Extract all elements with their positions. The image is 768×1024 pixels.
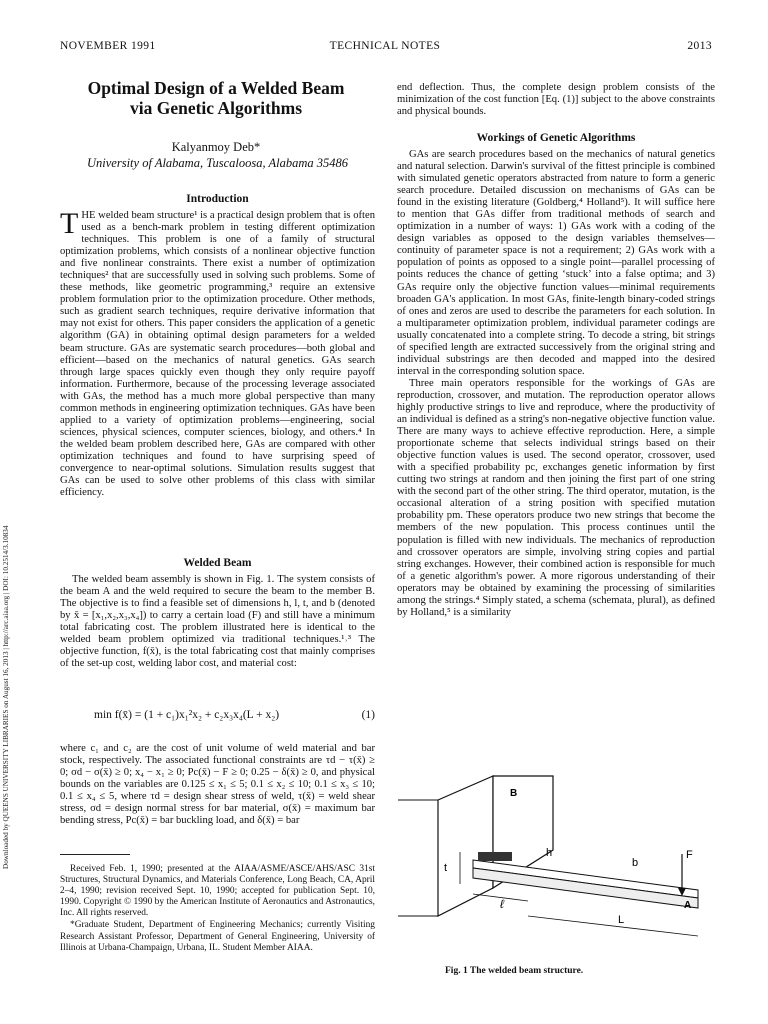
intro-body [60, 207, 375, 499]
welded-beam-figure [398, 758, 718, 958]
label-a: A [684, 900, 692, 911]
page-number: 2013 [687, 40, 712, 52]
label-f: F [686, 849, 693, 861]
welded-beam-constraints [60, 743, 375, 827]
workings-body [397, 149, 715, 619]
running-header-date: NOVEMBER 1991 [60, 40, 156, 52]
equation-number: (1) [361, 709, 375, 721]
figure-caption: Fig. 1 The welded beam structure. [445, 966, 584, 976]
weld-bead [478, 852, 512, 861]
label-l-large: L [618, 914, 625, 926]
running-header-section: TECHNICAL NOTES [329, 40, 441, 52]
workings-paragraph-2: Three main operators responsible for the workings of GAs are reproduction, crossover, and mutation. The reproduction operator allows highly productive strings to live and reproduce, where the productivity of an individual is defined as a string's non-negative objective function value. There are many ways to achieve effective reproduction. Here, a simple proportionate scheme that selects individual strings based on their objective function values is used. The second operator, crossover, used with a specified probability pc, exchanges genetic information by first cutting two strings at random and then joining the first part of one string with the second part of the other string. The third operator, mutation, is the occasional alteration of a string position with specified mutation probability pm. These operators produce two new strings that become the members of the new population. This process continues until the population is filled with new individuals. The mechanics of reproduction and crossover operators are simple, involving string copies and partial string exchanges. However, their combined action is responsible for much of a genetic algorithm's power. A more rigorous understanding of their operators may be obtained by examining the processing of similarities among the strings.⁴ Simply stated, a schema (schemata, plural), as defined by Holland,⁵ is a similarity [397, 377, 715, 618]
paper-title [60, 78, 372, 118]
welded-beam-body [60, 574, 375, 670]
drop-cap: T [60, 207, 79, 240]
label-h: h [546, 847, 553, 859]
continuation-text: end deflection. Thus, the complete design problem consists of the minimization of the cost function [Eq. (1)] subject to the above constraints and physical bounds. [397, 82, 715, 118]
welded-paragraph-2: where c₁ and c₂ are the cost of unit volume of weld material and bar stock, respectively. The associated functional constraints are τd − τ(x̄) ≥ 0; σd − σ(x̄) ≥ 0; x₄ − x₁ ≥ 0; Pc(x̄) − F ≥ 0; 0.25 − δ(x̄) ≥ 0, and physical bounds on the variables are 0.125 ≤ x₁ ≤ 5; 0.1 ≤ x₂ ≤ 10; 0.1 ≤ x₃ ≤ 10; 0.1 ≤ x₄ ≤ 5, where τd = design shear stress of weld, τ(x̄) = weld shear stress, σd = design normal stress for bar material, σ(x̄) = maximum bar bending stress, Pc(x̄) = bar buckling load, and δ(x̄) = bar [60, 743, 375, 827]
title-line-2: via Genetic Algorithms [129, 98, 303, 118]
workings-heading: Workings of Genetic Algorithms [476, 132, 636, 144]
intro-text: HE welded beam structure¹ is a practical design problem that is often used as a bench-mark problem in testing different optimization techniques. This problem is one of a family of structural optimization problems, which consists of a nonlinear objective function and five nonlinear constraints. There exist a number of optimization techniques² that are successfully used in solving such problems. Some of these methods, like geometric programming,³ require an extensive problem formulation prior to the optimization procedure. Other methods, such as gradient search techniques, require derivative information that may not exist for others. This paper considers the application of a genetic algorithm (GA) in obtaining optimal design parameters for a welded beam structure. GAs are systematic search procedures—both global and efficient—based on the mechanics of natural genetics. GAs search through large spaces quickly even though they only require payoff information. Furthermore, because of the processing leverage associated with GAs, the method has a much more global perspective than many common methods in engineering optimization techniques. GAs have been applied to a variety of optimization problems—engineering, social sciences, physical sciences, computer sciences, biology, and others.⁴ In the welded beam problem described here, GAs are compared with other optimization techniques and found to have surprising speed of convergence to near-optimal solutions. Simulation results suggest that GAs can be used to solve other problems of this class with similar efficiency. [60, 210, 375, 499]
member-b-front [438, 776, 493, 916]
download-notice: Downloaded by QUEENS UNIVERSITY LIBRARIES on August 16, 2013 | http://arc.aiaa.org | DOI: 10.2514/3.10834 [2, 525, 10, 869]
workings-paragraph-1: GAs are search procedures based on the mechanics of natural genetics and natural selection. Darwin's survival of the fittest principle is combined with simulated genetic operators abstracted from nature to form a generic search procedure. Detailed discussion on mechanisms of GAs can be found in the existing literature (Goldberg,⁴ Holland⁵). It will suffice here to mention that GAs differ from traditional methods of search and optimization in a number of ways: 1) GAs work with a coding of the design variables as opposed to the design variables themselves—continuity of parameter space is not a requirement; 2) GAs work with a population of points as opposed to a single point—parallel processing of points reduces the chance of getting ‘stuck’ into a false optima; and 3) GAs require only the objective function values—minimal requirements broaden GA's application. In most GAs, finite-length binary-coded strings of ones and zeros are used to describe the parameters for each solution. In a multiparameter optimization problem, individual parameter codings are usually concatenated into a complete string. To decode a string, bit strings of specified length are extracted successively from the original string and individual substrings are then decoded and mapped into the desired interval in the corresponding solution space. [397, 149, 715, 377]
footnote-rule [60, 854, 130, 855]
equation-1 [60, 709, 375, 721]
label-b-width: b [632, 857, 639, 869]
right-column-continuation [397, 82, 715, 118]
equation-text: min f(x̄) = (1 + c₁)x₁²x₂ + c₂x₃x₄(L + x₂) [94, 709, 280, 721]
dimension-L-line [528, 916, 698, 936]
footnote-received: Received Feb. 1, 1990; presented at the AIAA/ASME/ASCE/AHS/ASC 31st Structures, Structural Dynamics, and Materials Conference, Long Beach, CA, April 2–4, 1990; revision received Sept. 10, 1990; accepted for publication Sept. 10, 1990. Copyright © 1990 by the American Institute of Aeronautics and Astronautics, Inc. All rights reserved. [60, 864, 375, 919]
author: Kalyanmoy Deb* [171, 140, 261, 154]
footnotes [60, 864, 375, 955]
label-b-member: B [510, 788, 518, 799]
title-line-1: Optimal Design of a Welded Beam [87, 78, 345, 98]
intro-heading: Introduction [186, 193, 249, 205]
welded-beam-heading: Welded Beam [183, 557, 252, 569]
affiliation: University of Alabama, Tuscaloosa, Alabama 35486 [87, 156, 348, 170]
welded-paragraph-1: The welded beam assembly is shown in Fig. 1. The system consists of the beam A and the weld required to secure the beam to the member B. The objective is to find a feasible set of dimensions h, l, t, and b (denoted by x̄ = [x₁,x₂,x₃,x₄]) to carry a certain load (F) and still have a minimum total fabricating cost. The problem illustrated here is identical to the welded beam problem optimized via traditional techniques.¹˒³ The objective function, f(x̄), is the total fabricating cost that mainly comprises of the set-up cost, welding labor cost, and material cost: [60, 574, 375, 670]
footnote-author: *Graduate Student, Department of Engineering Mechanics; currently Visiting Research Assistant Professor, Department of General Engineering, University of Illinois at Urbana-Champaign, Urbana, IL. Student Member AIAA. [60, 920, 375, 953]
label-l-small: ℓ [500, 897, 504, 911]
label-t: t [444, 862, 448, 874]
